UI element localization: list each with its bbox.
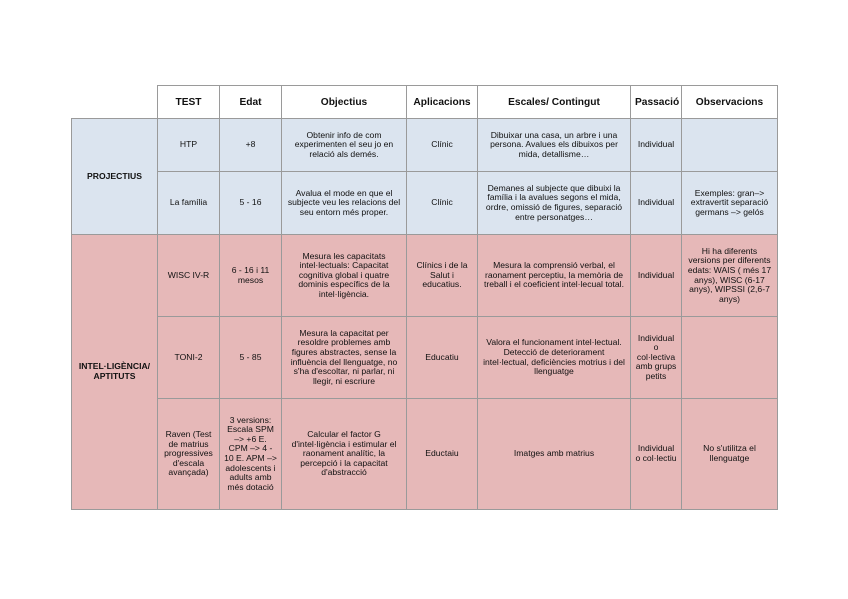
- cell-passacio: Individual o col·lectiu: [631, 399, 682, 510]
- cell-objectius: Obtenir info de com experimenten el seu jo en relació als demés.: [282, 119, 407, 172]
- table-header-row: [72, 86, 778, 119]
- cell-passacio: Individual: [631, 119, 682, 172]
- tests-table: [71, 85, 778, 510]
- cell-escales: Dibuixar una casa, un arbre i una persona. Avalues els dibuixos per mida, detallisme…: [478, 119, 631, 172]
- cell-aplicacions: Eductaiu: [407, 399, 478, 510]
- table-row: [72, 399, 778, 510]
- header-passacio: Passació: [631, 86, 682, 119]
- table-row: [72, 119, 778, 172]
- header-objectius: Objectius: [282, 86, 407, 119]
- table-row: [72, 317, 778, 399]
- table-row: [72, 172, 778, 235]
- group-label-intel-ligencia: INTEL·LIGÈNCIA/ APTITUTS: [72, 235, 158, 510]
- header-test: TEST: [158, 86, 220, 119]
- cell-edat: 5 - 16: [220, 172, 282, 235]
- cell-test: WISC IV-R: [158, 235, 220, 317]
- cell-aplicacions: Clínic: [407, 119, 478, 172]
- cell-escales: Mesura la comprensió verbal, el raonament perceptiu, la memòria de treball i el coeficient intel·lecual total.: [478, 235, 631, 317]
- header-edat: Edat: [220, 86, 282, 119]
- header-escales: Escales/ Contingut: [478, 86, 631, 119]
- cell-test: TONI-2: [158, 317, 220, 399]
- cell-aplicacions: Clínic: [407, 172, 478, 235]
- cell-aplicacions: Educatiu: [407, 317, 478, 399]
- cell-escales: Demanes al subjecte que dibuixi la família i la avalues segons el mida, ordre, omissió de figures, separació entre personatges…: [478, 172, 631, 235]
- cell-test: La família: [158, 172, 220, 235]
- cell-edat: 6 - 16 i 11 mesos: [220, 235, 282, 317]
- cell-objectius: Mesura les capacitats intel·lectuals: Capacitat cognitiva global i quatre dominis específics de la intel·ligència.: [282, 235, 407, 317]
- cell-observacions: Exemples: gran–> extravertit separació germans –> gelós: [682, 172, 778, 235]
- table-row: [72, 235, 778, 317]
- cell-edat: 5 - 85: [220, 317, 282, 399]
- cell-objectius: Calcular el factor G d'intel·ligència i estimular el raonament analític, la percepció i la capacitat d'abstracció: [282, 399, 407, 510]
- cell-observacions: No s'utilitza el llenguatge: [682, 399, 778, 510]
- cell-observacions: Hi ha diferents versions per diferents edats: WAIS ( més 17 anys), WISC (6-17 anys), WIPSSI (2,6-7 anys): [682, 235, 778, 317]
- cell-edat: +8: [220, 119, 282, 172]
- cell-passacio: Individual o col·lectiva amb grups petits: [631, 317, 682, 399]
- cell-aplicacions: Clínics i de la Salut i educatius.: [407, 235, 478, 317]
- cell-objectius: Mesura la capacitat per resoldre problemes amb figures abstractes, sense la influència del llenguatge, no s'ha d'escoltar, ni parlar, ni llegir, ni escriure: [282, 317, 407, 399]
- cell-test: HTP: [158, 119, 220, 172]
- cell-observacions: [682, 317, 778, 399]
- cell-objectius: Avalua el mode en que el subjecte veu les relacions del seu entorn més proper.: [282, 172, 407, 235]
- cell-escales: Valora el funcionament intel·lectual. Detecció de deteriorament intel·lectual, deficiències motrius i del llenguatge: [478, 317, 631, 399]
- cell-test: Raven (Test de matrius progressives d'escala avançada): [158, 399, 220, 510]
- cell-observacions: [682, 119, 778, 172]
- cell-escales: Imatges amb matrius: [478, 399, 631, 510]
- cell-passacio: Individual: [631, 172, 682, 235]
- header-observacions: Observacions: [682, 86, 778, 119]
- cell-passacio: Individual: [631, 235, 682, 317]
- header-aplicacions: Aplicacions: [407, 86, 478, 119]
- empty-corner-cell: [72, 86, 158, 119]
- group-label-projectius: PROJECTIUS: [72, 119, 158, 235]
- cell-edat: 3 versions: Escala SPM –> +6 E. CPM –> 4 - 10 E. APM –> adolescents i adults amb més dotació: [220, 399, 282, 510]
